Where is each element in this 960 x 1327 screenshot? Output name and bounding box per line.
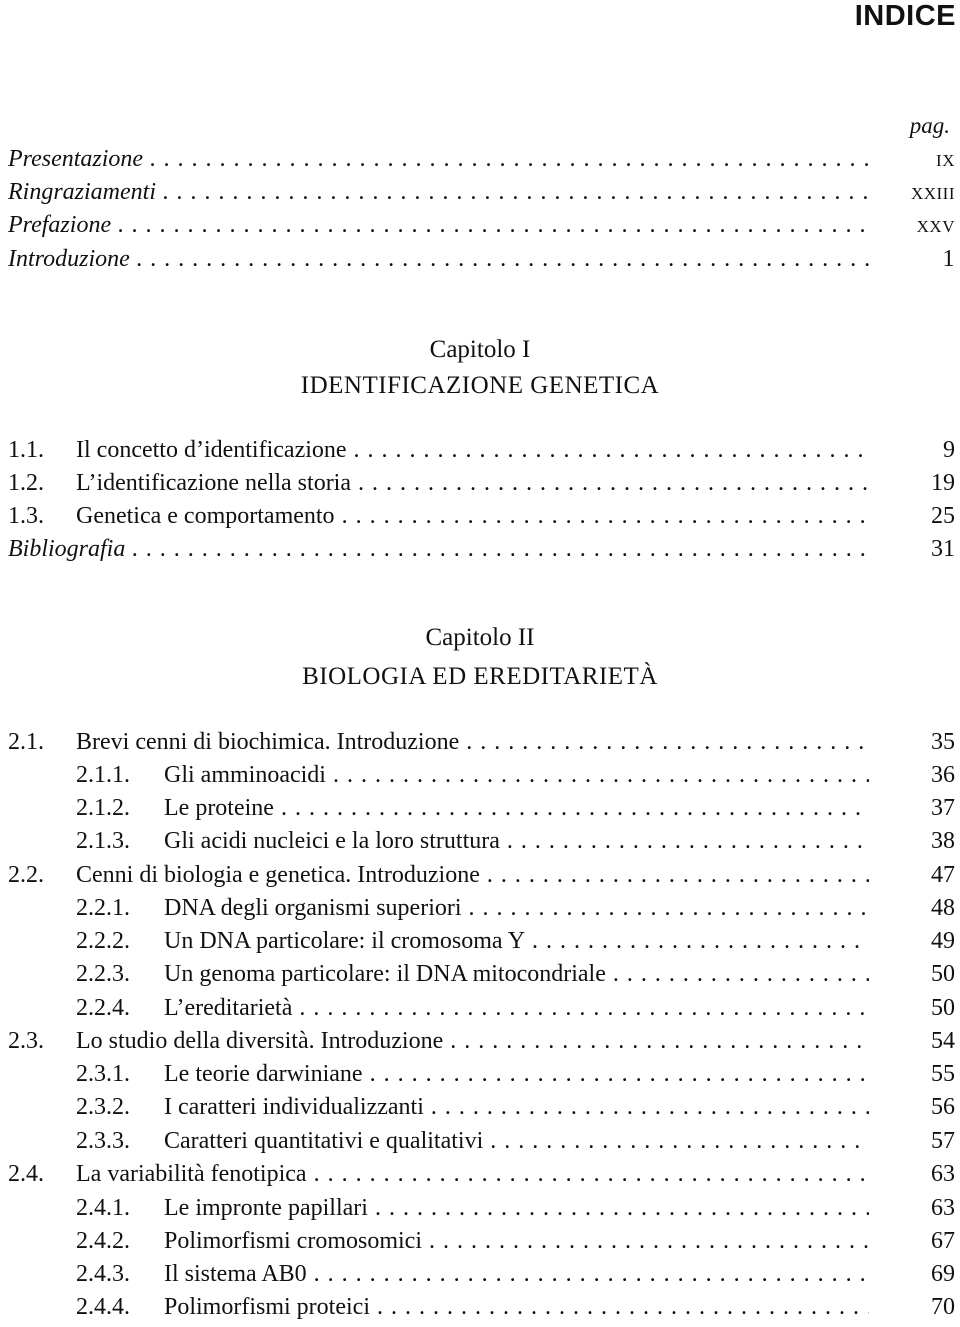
toc-entry-page: 38 (931, 828, 955, 854)
toc-entry-presentazione[interactable] (0, 143, 955, 176)
toc-entry-number: 2.2.3. (76, 961, 130, 987)
toc-entry[interactable] (0, 1058, 955, 1091)
toc-entry-title: Bibliografia . . . (8, 533, 869, 566)
toc-entry[interactable] (0, 925, 955, 958)
toc-entry-page: 69 (931, 1261, 955, 1287)
toc-entry-page: 36 (931, 762, 955, 788)
toc-entry-number: 2.4.1. (76, 1195, 130, 1221)
toc-entry-title: Un genoma particolare: il DNA mitocondriale . . . (164, 958, 869, 991)
toc-entry-page: 54 (931, 1028, 955, 1054)
toc-entry[interactable] (0, 1258, 955, 1291)
toc-entry-title: Le proteine . . . (164, 792, 869, 825)
toc-entry-number: 2.3. (8, 1028, 44, 1054)
toc-entry-title: Un DNA particolare: il cromosoma Y . . . (164, 925, 869, 958)
toc-entry-title: L’identificazione nella storia . . . (76, 467, 869, 500)
toc-entry-introduzione[interactable] (0, 243, 955, 276)
toc-entry[interactable] (0, 892, 955, 925)
toc-entry[interactable] (0, 1291, 955, 1324)
toc-entry-number: 1.2. (8, 470, 44, 496)
toc-entry-page: 37 (931, 795, 955, 821)
toc-entry-page: 48 (931, 895, 955, 921)
toc-entry-title: Caratteri quantitativi e qualitativi . . . (164, 1125, 869, 1158)
toc-entry-page: 63 (931, 1161, 955, 1187)
toc-entry-title: Gli amminoacidi . . . (164, 759, 869, 792)
toc-entry-page: 9 (943, 437, 955, 463)
toc-entry[interactable] (0, 726, 955, 759)
toc-entry-number: 2.1.2. (76, 795, 130, 821)
toc-entry-title: Presentazione . . . (8, 143, 869, 176)
toc-entry[interactable] (0, 759, 955, 792)
toc-entry-page: 50 (931, 995, 955, 1021)
toc-entry-title: La variabilità fenotipica . . . (76, 1158, 869, 1191)
toc-entry-number: 2.2.1. (76, 895, 130, 921)
toc-entry-number: 2.3.1. (76, 1061, 130, 1087)
toc-entry[interactable] (0, 1158, 955, 1191)
page-column-label: pag. (909, 113, 950, 138)
toc-entry-title: Il sistema AB0 . . . (164, 1258, 869, 1291)
toc-entry-title: L’ereditarietà . . . (164, 992, 869, 1025)
toc-entry-number: 2.3.2. (76, 1094, 130, 1120)
toc-entry-page: xxiii (910, 179, 955, 205)
toc-entry[interactable] (0, 1091, 955, 1124)
toc-entry-number: 2.4.3. (76, 1261, 130, 1287)
toc-entry-bibliografia[interactable] (0, 533, 955, 566)
toc-entry-page: 63 (931, 1195, 955, 1221)
toc-entry-number: 2.1.3. (76, 828, 130, 854)
toc-entry-title: DNA degli organismi superiori . . . (164, 892, 869, 925)
toc-entry-number: 2.1. (8, 729, 44, 755)
toc-entry-page: 49 (931, 928, 955, 954)
toc-entry-number: 1.3. (8, 503, 44, 529)
page-title: INDICE (854, 0, 956, 32)
toc-entry[interactable] (0, 825, 955, 858)
toc-entry-number: 2.2.2. (76, 928, 130, 954)
toc-entry-title: Gli acidi nucleici e la loro struttura . . . (164, 825, 869, 858)
toc-entry[interactable] (0, 434, 955, 467)
chapter-title: BIOLOGIA ED EREDITARIETÀ (302, 663, 658, 690)
toc-entry-page: 19 (931, 470, 955, 496)
toc-entry-number: 2.2.4. (76, 995, 130, 1021)
toc-entry-number: 2.2. (8, 862, 44, 888)
toc-entry[interactable] (0, 1125, 955, 1158)
toc-entry[interactable] (0, 1192, 955, 1225)
toc-entry-title: Genetica e comportamento . . . (76, 500, 869, 533)
toc-entry-number: 2.1.1. (76, 762, 130, 788)
toc-entry-number: 2.3.3. (76, 1128, 130, 1154)
toc-entry[interactable] (0, 500, 955, 533)
toc-entry-number: 1.1. (8, 437, 44, 463)
toc-entry-page: ix (936, 146, 955, 172)
toc-entry-page: 31 (931, 536, 955, 562)
toc-entry-title: Brevi cenni di biochimica. Introduzione . . . (76, 726, 869, 759)
toc-entry-page: 55 (931, 1061, 955, 1087)
toc-entry-number: 2.4. (8, 1161, 44, 1187)
toc-entry[interactable] (0, 1225, 955, 1258)
toc-entry-title: Lo studio della diversità. Introduzione . . . (76, 1025, 869, 1058)
toc-entry-title: Introduzione . . . (8, 243, 869, 276)
toc-entry-prefazione[interactable] (0, 209, 955, 242)
toc-entry-page: 35 (931, 729, 955, 755)
toc-entry[interactable] (0, 1025, 955, 1058)
chapter-title: IDENTIFICAZIONE GENETICA (300, 372, 660, 399)
toc-entry-title: Le impronte papillari . . . (164, 1192, 869, 1225)
toc-entry-page: 57 (931, 1128, 955, 1154)
toc-entry-page: 47 (931, 862, 955, 888)
toc-entry[interactable] (0, 958, 955, 991)
toc-entry-title: Le teorie darwiniane . . . (164, 1058, 869, 1091)
chapter-label: Capitolo I (429, 336, 531, 363)
toc-entry-ringraziamenti[interactable] (0, 176, 955, 209)
toc-entry-title: Ringraziamenti . . . (8, 176, 869, 209)
toc-entry-page: xxv (916, 212, 955, 238)
chapter-label: Capitolo II (425, 624, 535, 651)
toc-entry-number: 2.4.4. (76, 1294, 130, 1320)
toc-entry-page: 1 (942, 246, 955, 272)
toc-entry-title: Polimorfismi proteici . . . (164, 1291, 869, 1324)
toc-entry-title: Il concetto d’identificazione . . . (76, 434, 869, 467)
toc-entry-title: Polimorfismi cromosomici . . . (164, 1225, 869, 1258)
toc-entry-page: 25 (931, 503, 955, 529)
toc-entry[interactable] (0, 859, 955, 892)
toc-entry[interactable] (0, 992, 955, 1025)
toc-entry-page: 70 (931, 1294, 955, 1320)
toc-entry-title: I caratteri individualizzanti . . . (164, 1091, 869, 1124)
toc-entry-title: Prefazione . . . (8, 209, 869, 242)
toc-entry-title: Cenni di biologia e genetica. Introduzione . . . (76, 859, 869, 892)
toc-entry-page: 50 (931, 961, 955, 987)
toc-entry[interactable] (0, 467, 955, 500)
toc-entry-page: 56 (931, 1094, 955, 1120)
toc-entry-page: 67 (931, 1228, 955, 1254)
toc-entry[interactable] (0, 792, 955, 825)
toc-entry-number: 2.4.2. (76, 1228, 130, 1254)
